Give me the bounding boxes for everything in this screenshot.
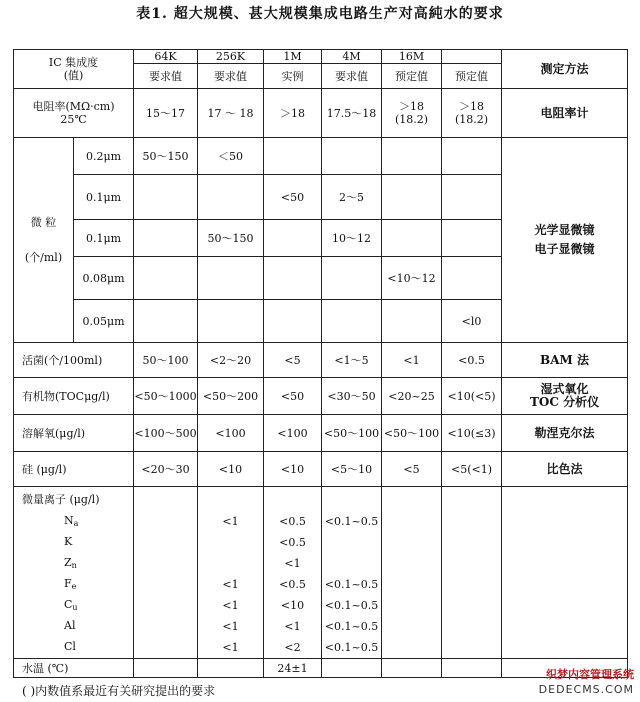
row-value: <5	[264, 343, 322, 378]
row-value: <100～500	[134, 415, 198, 452]
ion-value: <0.1~0.5	[322, 595, 382, 616]
particle-value	[264, 220, 322, 257]
ion-row	[14, 511, 628, 532]
column-subheader: 要求值	[198, 64, 264, 89]
row-value: <20~25	[382, 378, 442, 415]
particle-value	[382, 220, 442, 257]
column-subheader: 要求值	[134, 64, 198, 89]
ion-symbol	[14, 511, 134, 532]
row-label: 溶解氧(μg/l)	[14, 415, 134, 452]
ion-method-empty	[502, 532, 628, 553]
ion-symbol	[14, 553, 134, 574]
ions-empty-cell	[502, 487, 628, 512]
particles-label-1: 微 粒	[30, 216, 57, 229]
particles-label-2: (个/ml)	[24, 251, 63, 264]
ion-value	[134, 595, 198, 616]
particle-size: 0.1μm	[74, 175, 134, 220]
ions-empty-cell	[134, 487, 198, 512]
ion-value	[382, 532, 442, 553]
row-value: <50～1000	[134, 378, 198, 415]
watermark-line-2: DEDECMS.COM	[538, 683, 634, 696]
ion-value	[134, 553, 198, 574]
particle-value: 50～150	[198, 220, 264, 257]
resistivity-label-2: 25℃	[60, 113, 87, 126]
ic-label-2: (值)	[63, 69, 84, 82]
header-row-1	[14, 50, 628, 64]
row-value: <2～20	[198, 343, 264, 378]
ion-value	[198, 532, 264, 553]
watermark-line-1: 织梦内容管理系统	[546, 668, 634, 681]
row-label: 硅 (μg/l)	[14, 452, 134, 487]
particle-value: 2～5	[322, 175, 382, 220]
data-row	[14, 452, 628, 487]
ions-label: 微量离子 (μg/l)	[14, 487, 134, 512]
water-temp-value	[442, 659, 502, 678]
ion-symbol-text: Al	[64, 618, 76, 632]
row-method: BAM 法	[502, 343, 628, 378]
particles-method-2: 电子显微镜	[534, 242, 595, 256]
particle-row	[14, 138, 628, 175]
ion-value	[134, 616, 198, 637]
resistivity-value: 17 ～ 18	[198, 89, 264, 138]
row-value: <20～30	[134, 452, 198, 487]
ion-value: <0.1~0.5	[322, 574, 382, 595]
ion-value	[442, 595, 502, 616]
particle-value	[198, 257, 264, 300]
ion-symbol-text: F	[64, 576, 72, 590]
particle-value	[322, 257, 382, 300]
ion-symbol-text: K	[64, 534, 73, 548]
ion-value: <0.1~0.5	[322, 616, 382, 637]
table-title: 表1. 超大规模、甚大规模集成电路生产对高純水的要求	[136, 6, 504, 22]
ion-method-empty	[502, 511, 628, 532]
particle-value	[134, 220, 198, 257]
ion-value: <0.5	[264, 574, 322, 595]
ion-value: <1	[198, 637, 264, 659]
particle-value	[382, 175, 442, 220]
particles-method-1: 光学显微镜	[534, 223, 595, 237]
particle-value	[442, 220, 502, 257]
row-value: <5	[382, 452, 442, 487]
water-temp-value: 24±1	[264, 659, 322, 678]
ion-value	[442, 574, 502, 595]
ion-value	[322, 532, 382, 553]
water-temp-value	[382, 659, 442, 678]
row-label: 有机物(TOCμg/l)	[14, 378, 134, 415]
ion-value	[382, 553, 442, 574]
ion-method-empty	[502, 553, 628, 574]
row-label: 活菌(个/100ml)	[14, 343, 134, 378]
ic-density-label	[14, 50, 134, 89]
row-value: <1	[382, 343, 442, 378]
ion-symbol-sub: a	[73, 518, 79, 528]
row-value: <10(<5)	[442, 378, 502, 415]
ion-value	[442, 616, 502, 637]
ion-value: <0.1~0.5	[322, 511, 382, 532]
ions-label-row	[14, 487, 628, 512]
column-subheader: 预定值	[382, 64, 442, 89]
requirements-table	[13, 49, 628, 678]
ion-symbol-sub: n	[71, 560, 77, 570]
row-value: <0.5	[442, 343, 502, 378]
resistivity-value: 15～17	[134, 89, 198, 138]
particle-size: 0.08μm	[74, 257, 134, 300]
table-body	[14, 50, 628, 678]
water-temp-value	[198, 659, 264, 678]
method-header: 测定方法	[502, 50, 628, 89]
ion-value	[198, 553, 264, 574]
ions-empty-cell	[382, 487, 442, 512]
column-header: 4M	[322, 50, 382, 64]
ion-value: <1	[198, 595, 264, 616]
row-method: 比色法	[502, 452, 628, 487]
particle-value	[442, 175, 502, 220]
column-header: 1M	[264, 50, 322, 64]
column-subheader: 预定值	[442, 64, 502, 89]
resistivity-value: 17.5～18	[322, 89, 382, 138]
ion-value	[382, 511, 442, 532]
ion-symbol-sub: e	[71, 581, 77, 591]
watermark	[539, 667, 634, 697]
water-temp-row	[14, 659, 628, 678]
ion-value	[134, 637, 198, 659]
particle-value: 10～12	[322, 220, 382, 257]
ion-value	[442, 532, 502, 553]
ion-symbol-sub: u	[72, 602, 78, 612]
ion-row	[14, 532, 628, 553]
ions-empty-cell	[442, 487, 502, 512]
column-subheader: 实例	[264, 64, 322, 89]
ion-symbol	[14, 532, 134, 553]
particle-value	[198, 300, 264, 343]
ion-value: <1	[264, 553, 322, 574]
particle-value	[134, 175, 198, 220]
particle-value	[382, 138, 442, 175]
data-row	[14, 378, 628, 415]
row-method: 湿式氧化 TOC 分析仪	[502, 378, 628, 415]
ion-symbol-text: Cl	[64, 639, 76, 653]
resistivity-value: ＞18	[264, 89, 322, 138]
particle-value	[264, 138, 322, 175]
particle-value: <10～12	[382, 257, 442, 300]
ion-value: <1	[264, 616, 322, 637]
particle-value	[442, 257, 502, 300]
resistivity-label-1: 电阻率(MΩ·cm)	[32, 100, 115, 113]
row-value: <50～100	[322, 415, 382, 452]
particle-value	[442, 138, 502, 175]
particle-value: <50	[264, 175, 322, 220]
ion-symbol	[14, 595, 134, 616]
ion-row	[14, 595, 628, 616]
ion-method-empty	[502, 637, 628, 659]
row-value: <1～5	[322, 343, 382, 378]
column-header: 64K	[134, 50, 198, 64]
column-subheader: 要求值	[322, 64, 382, 89]
ion-value: <1	[198, 574, 264, 595]
column-header: 256K	[198, 50, 264, 64]
row-value: <30～50	[322, 378, 382, 415]
ion-value: <0.1~0.5	[322, 637, 382, 659]
particle-value: <l0	[442, 300, 502, 343]
particle-value	[264, 300, 322, 343]
ion-value	[442, 637, 502, 659]
resistivity-label	[14, 89, 134, 138]
particle-value: ＜50	[198, 138, 264, 175]
row-method: 勒涅克尔法	[502, 415, 628, 452]
ion-method-empty	[502, 574, 628, 595]
resistivity-method: 电阻率计	[502, 89, 628, 138]
row-value: <5～10	[322, 452, 382, 487]
resistivity-value: ＞18 (18.2)	[382, 89, 442, 138]
ion-value	[322, 553, 382, 574]
column-header: 16M	[382, 50, 442, 64]
ion-row	[14, 553, 628, 574]
ion-symbol	[14, 616, 134, 637]
ion-value	[134, 511, 198, 532]
ions-empty-cell	[198, 487, 264, 512]
column-header	[442, 50, 502, 64]
resistivity-row	[14, 89, 628, 138]
ion-value: <0.5	[264, 511, 322, 532]
row-value: <100	[198, 415, 264, 452]
particle-value: 50～150	[134, 138, 198, 175]
ion-value: <2	[264, 637, 322, 659]
ion-row	[14, 616, 628, 637]
ion-value	[134, 532, 198, 553]
ion-symbol-text: C	[64, 597, 73, 611]
particle-value	[322, 300, 382, 343]
particle-value	[198, 175, 264, 220]
data-row	[14, 415, 628, 452]
row-value: <10	[198, 452, 264, 487]
water-temp-value	[134, 659, 198, 678]
ion-value	[382, 616, 442, 637]
ion-symbol-text: Z	[64, 555, 72, 569]
ion-method-empty	[502, 595, 628, 616]
particle-value	[264, 257, 322, 300]
row-value: <10(≤3)	[442, 415, 502, 452]
row-value: <50～100	[382, 415, 442, 452]
ion-symbol-text: N	[64, 513, 74, 527]
ion-value	[382, 637, 442, 659]
water-temp-value	[322, 659, 382, 678]
particle-value	[134, 257, 198, 300]
resistivity-value: ＞18 (18.2)	[442, 89, 502, 138]
ic-label-1: IC 集成度	[48, 56, 99, 69]
particle-size: 0.2μm	[74, 138, 134, 175]
ion-symbol	[14, 637, 134, 659]
row-value: 50～100	[134, 343, 198, 378]
row-value: <50	[264, 378, 322, 415]
ion-symbol	[14, 574, 134, 595]
ion-method-empty	[502, 616, 628, 637]
particles-label	[14, 138, 74, 343]
ion-row	[14, 637, 628, 659]
water-temp-label: 水温 (℃)	[14, 659, 134, 678]
ion-value	[382, 574, 442, 595]
ion-row	[14, 574, 628, 595]
ion-value: <10	[264, 595, 322, 616]
row-value: <5(<1)	[442, 452, 502, 487]
ion-value: <1	[198, 511, 264, 532]
particle-size: 0.1μm	[74, 220, 134, 257]
ions-empty-cell	[322, 487, 382, 512]
particle-value	[134, 300, 198, 343]
ion-value	[442, 553, 502, 574]
ion-value: <0.5	[264, 532, 322, 553]
particle-size: 0.05μm	[74, 300, 134, 343]
ion-value	[134, 574, 198, 595]
particle-value	[382, 300, 442, 343]
ion-value	[442, 511, 502, 532]
row-value: <50～200	[198, 378, 264, 415]
ion-value: <1	[198, 616, 264, 637]
ions-empty-cell	[264, 487, 322, 512]
particle-value	[322, 138, 382, 175]
row-value: <10	[264, 452, 322, 487]
data-row	[14, 343, 628, 378]
particles-method	[502, 138, 628, 343]
row-value: <100	[264, 415, 322, 452]
ion-value	[382, 595, 442, 616]
footnote: ( )内数值系最近有关研究提出的要求	[22, 684, 216, 698]
